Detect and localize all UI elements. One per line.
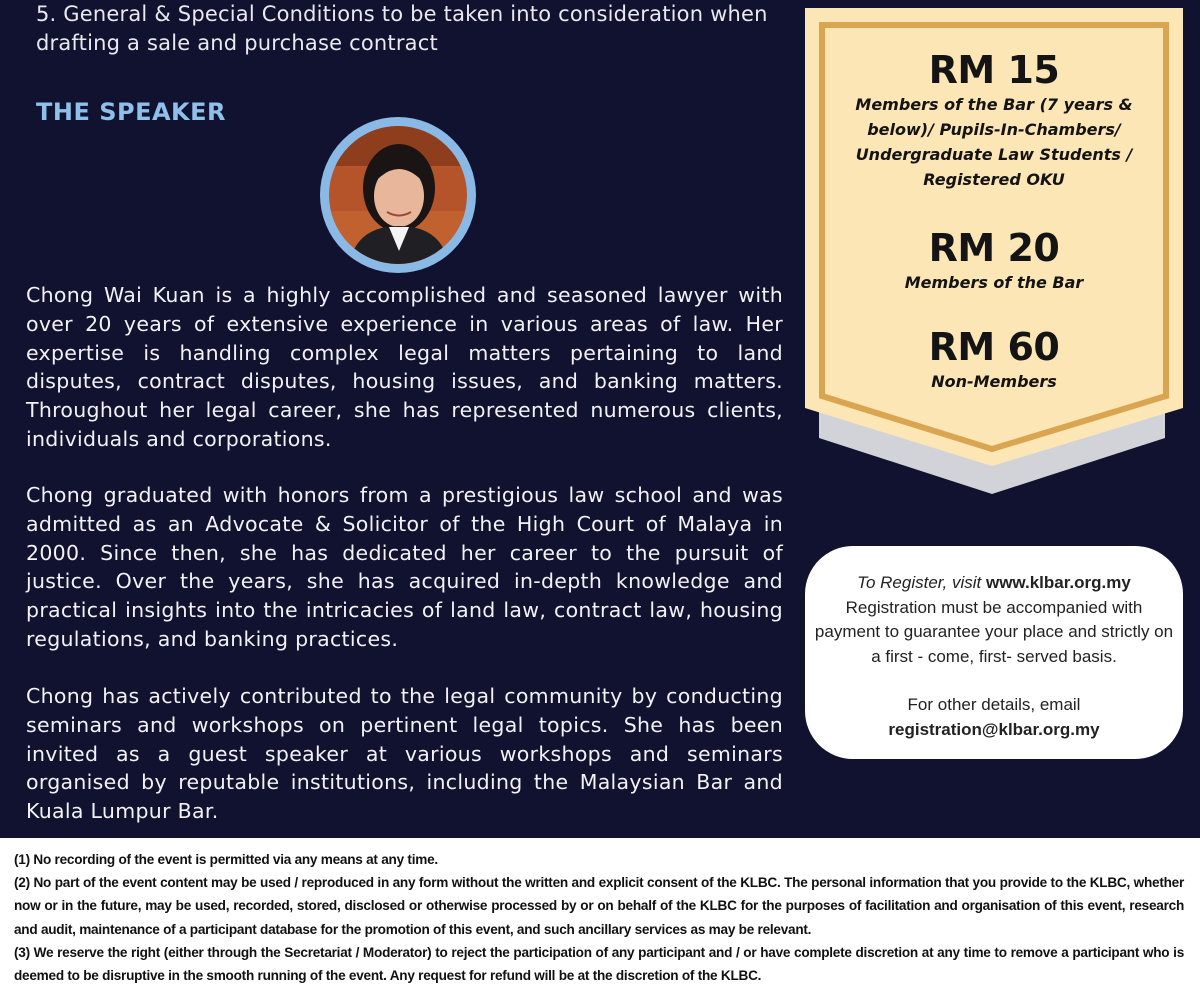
register-url-link[interactable]: www.klbar.org.my: [985, 573, 1131, 592]
terms-note: (2) No part of the event content may be used / reproduced in any form without the written and explicit consent of the KLBC. The personal information that you provide to the KLBC, whether now or in the future, may be used, recorded, stored, disclosed or otherwise processed by or on behalf of the KLBC for the purposes of facilitation and organisation of this event, research and audit, maintenance of a participant database for the promotion of this event, and such ancillary services as may be relevant.: [14, 875, 1184, 937]
price-amount: RM 20: [928, 226, 1060, 270]
price-description: Non-Members: [931, 372, 1057, 391]
register-email-link[interactable]: registration@klbar.org.my: [888, 719, 1100, 739]
speaker-bio-paragraph: Chong Wai Kuan is a highly accomplished and seasoned lawyer with over 20 years of extensive experience in various areas of law. Her expertise is handling complex legal matters pertaining to land disputes, contract disputes, housing issues, and banking matters. Throughout her legal career, she has represented numerous clients, individuals and corporations.: [26, 283, 783, 451]
price-description: Members of the Bar: [904, 273, 1084, 292]
terms-note: (1) No recording of the event is permitted via any means at any time.: [14, 852, 438, 867]
price-tier-2: [805, 226, 1183, 295]
price-tier-1: [805, 48, 1183, 192]
price-amount: RM 15: [928, 48, 1060, 92]
pricing-badge: [805, 8, 1183, 498]
price-description: Members of the Bar (7 years & below)/ Pupils-In-Chambers/ Undergraduate Law Students / Registered OKU: [855, 95, 1133, 189]
speaker-photo-illustration: [329, 126, 467, 264]
register-prefix: To Register, visit: [857, 573, 986, 592]
footer-terms: [0, 838, 1200, 1000]
register-line-1: [805, 571, 1183, 596]
register-payment-note: Registration must be accompanied with payment to guarantee your place and strictly on a first - come, first- served basis.: [814, 597, 1174, 666]
price-tier-3: [805, 325, 1183, 394]
terms-notes: [14, 848, 1184, 987]
registration-box: [805, 546, 1183, 759]
speaker-heading: THE SPEAKER: [36, 98, 227, 126]
speaker-bio-paragraph: Chong graduated with honors from a prestigious law school and was admitted as an Advocate & Solicitor of the High Court of Malaya in 2000. Since then, she has dedicated her career to the pursuit of justice. Over the years, she has acquired in-depth knowledge and practical insights into the intricacies of land law, contract law, housing regulations, and banking practices.: [26, 483, 783, 651]
condition-item-5: 5. General & Special Conditions to be taken into consideration when drafting a sale and purchase contract: [36, 2, 768, 55]
price-amount: RM 60: [928, 325, 1060, 369]
speaker-bio-paragraph: Chong has actively contributed to the legal community by conducting seminars and workshops on pertinent legal topics. She has been invited as a guest speaker at various workshops and seminars organised by reputable institutions, including the Malaysian Bar and Kuala Lumpur Bar.: [26, 684, 783, 824]
terms-note: (3) We reserve the right (either through the Secretariat / Moderator) to reject the participation of any participant and / or have complete discretion at any time to remove a participant who is deemed to be disruptive in the smooth running of the event. Any request for refund will be at the discretion of the KLBC.: [14, 944, 1184, 984]
register-details-label: For other details, email: [907, 695, 1081, 714]
speaker-avatar: [320, 117, 476, 273]
